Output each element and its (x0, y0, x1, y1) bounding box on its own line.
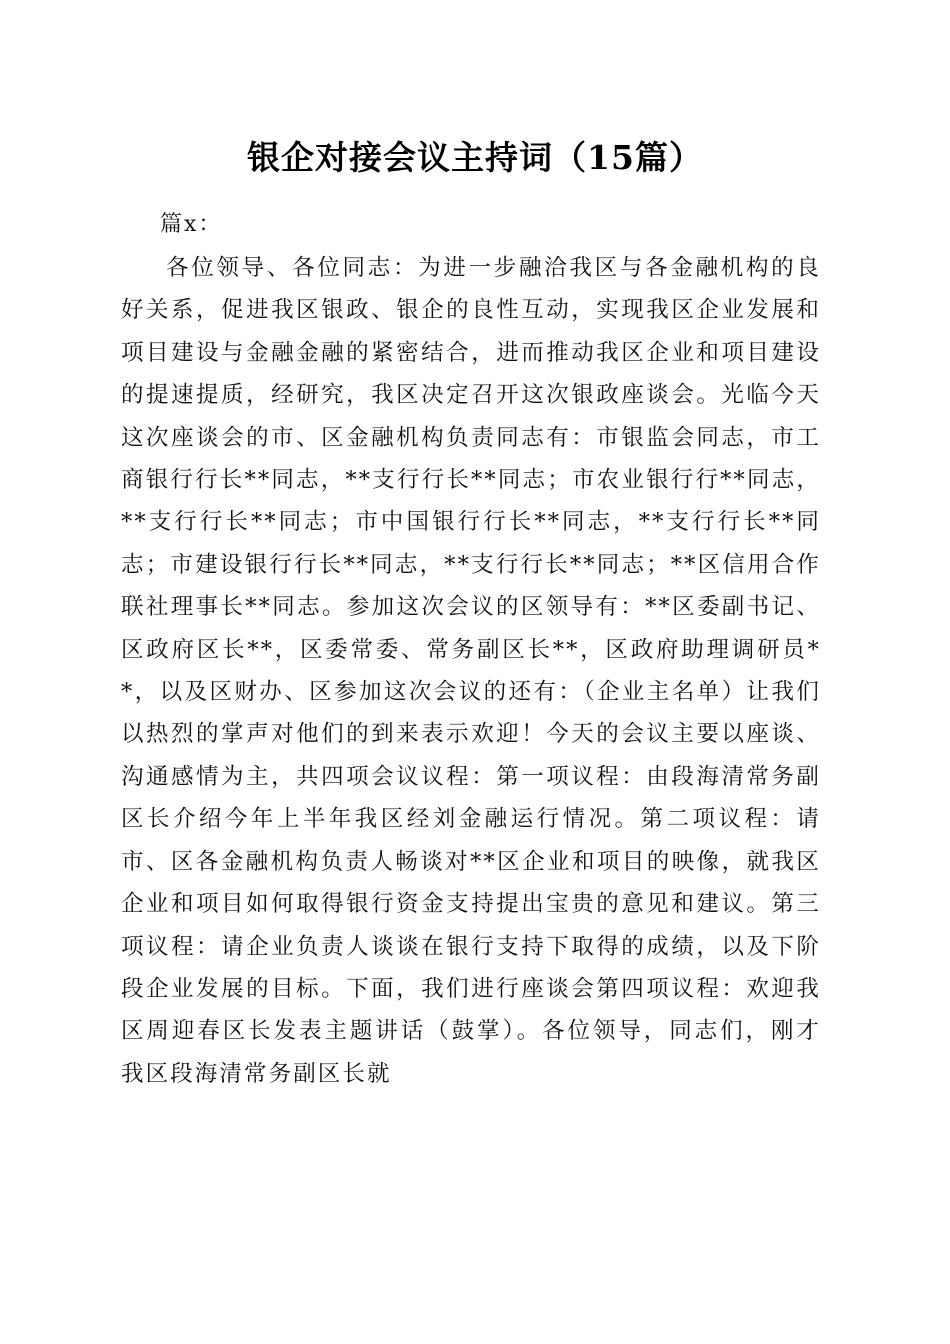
body-paragraph: 各位领导、各位同志：为进一步融洽我区与各金融机构的良好关系，促进我区银政、银企的良性互动，实现我区企业发展和项目建设与金融金融的紧密结合，进而推动我区企业和项目建设的提速提质，经研究，我区决定召开这次银政座谈会。光临今天这次座谈会的市、区金融机构负责同志有：市银监会同志，市工商银行行长**同志，**支行行长**同志；市农业银行行**同志，**支行行长**同志；市中国银行行长**同志，**支行行长**同志；市建设银行行长**同志，**支行行长**同志；**区信用合作联社理事长**同志。参加这次会议的区领导有：**区委副书记、区政府区长**，区委常委、常务副区长**，区政府助理调研员**，以及区财办、区参加这次会议的还有：（企业主名单）让我们以热烈的掌声对他们的到来表示欢迎！今天的会议主要以座谈、沟通感情为主，共四项会议议程：第一项议程：由段海清常务副区长介绍今年上半年我区经刘金融运行情况。第二项议程：请市、区各金融机构负责人畅谈对**区企业和项目的映像，就我区企业和项目如何取得银行资金支持提出宝贵的意见和建议。第三项议程：请企业负责人谈谈在银行支持下取得的成绩，以及下阶段企业发展的目标。下面，我们进行座谈会第四项议程：欢迎我区周迎春区长发表主题讲话（鼓掌）。各位领导，同志们，刚才我区段海清常务副区长就 (121, 255, 821, 1087)
document-title: 银企对接会议主持词（15篇） (247, 138, 703, 177)
section-label: 篇x： (160, 212, 223, 237)
